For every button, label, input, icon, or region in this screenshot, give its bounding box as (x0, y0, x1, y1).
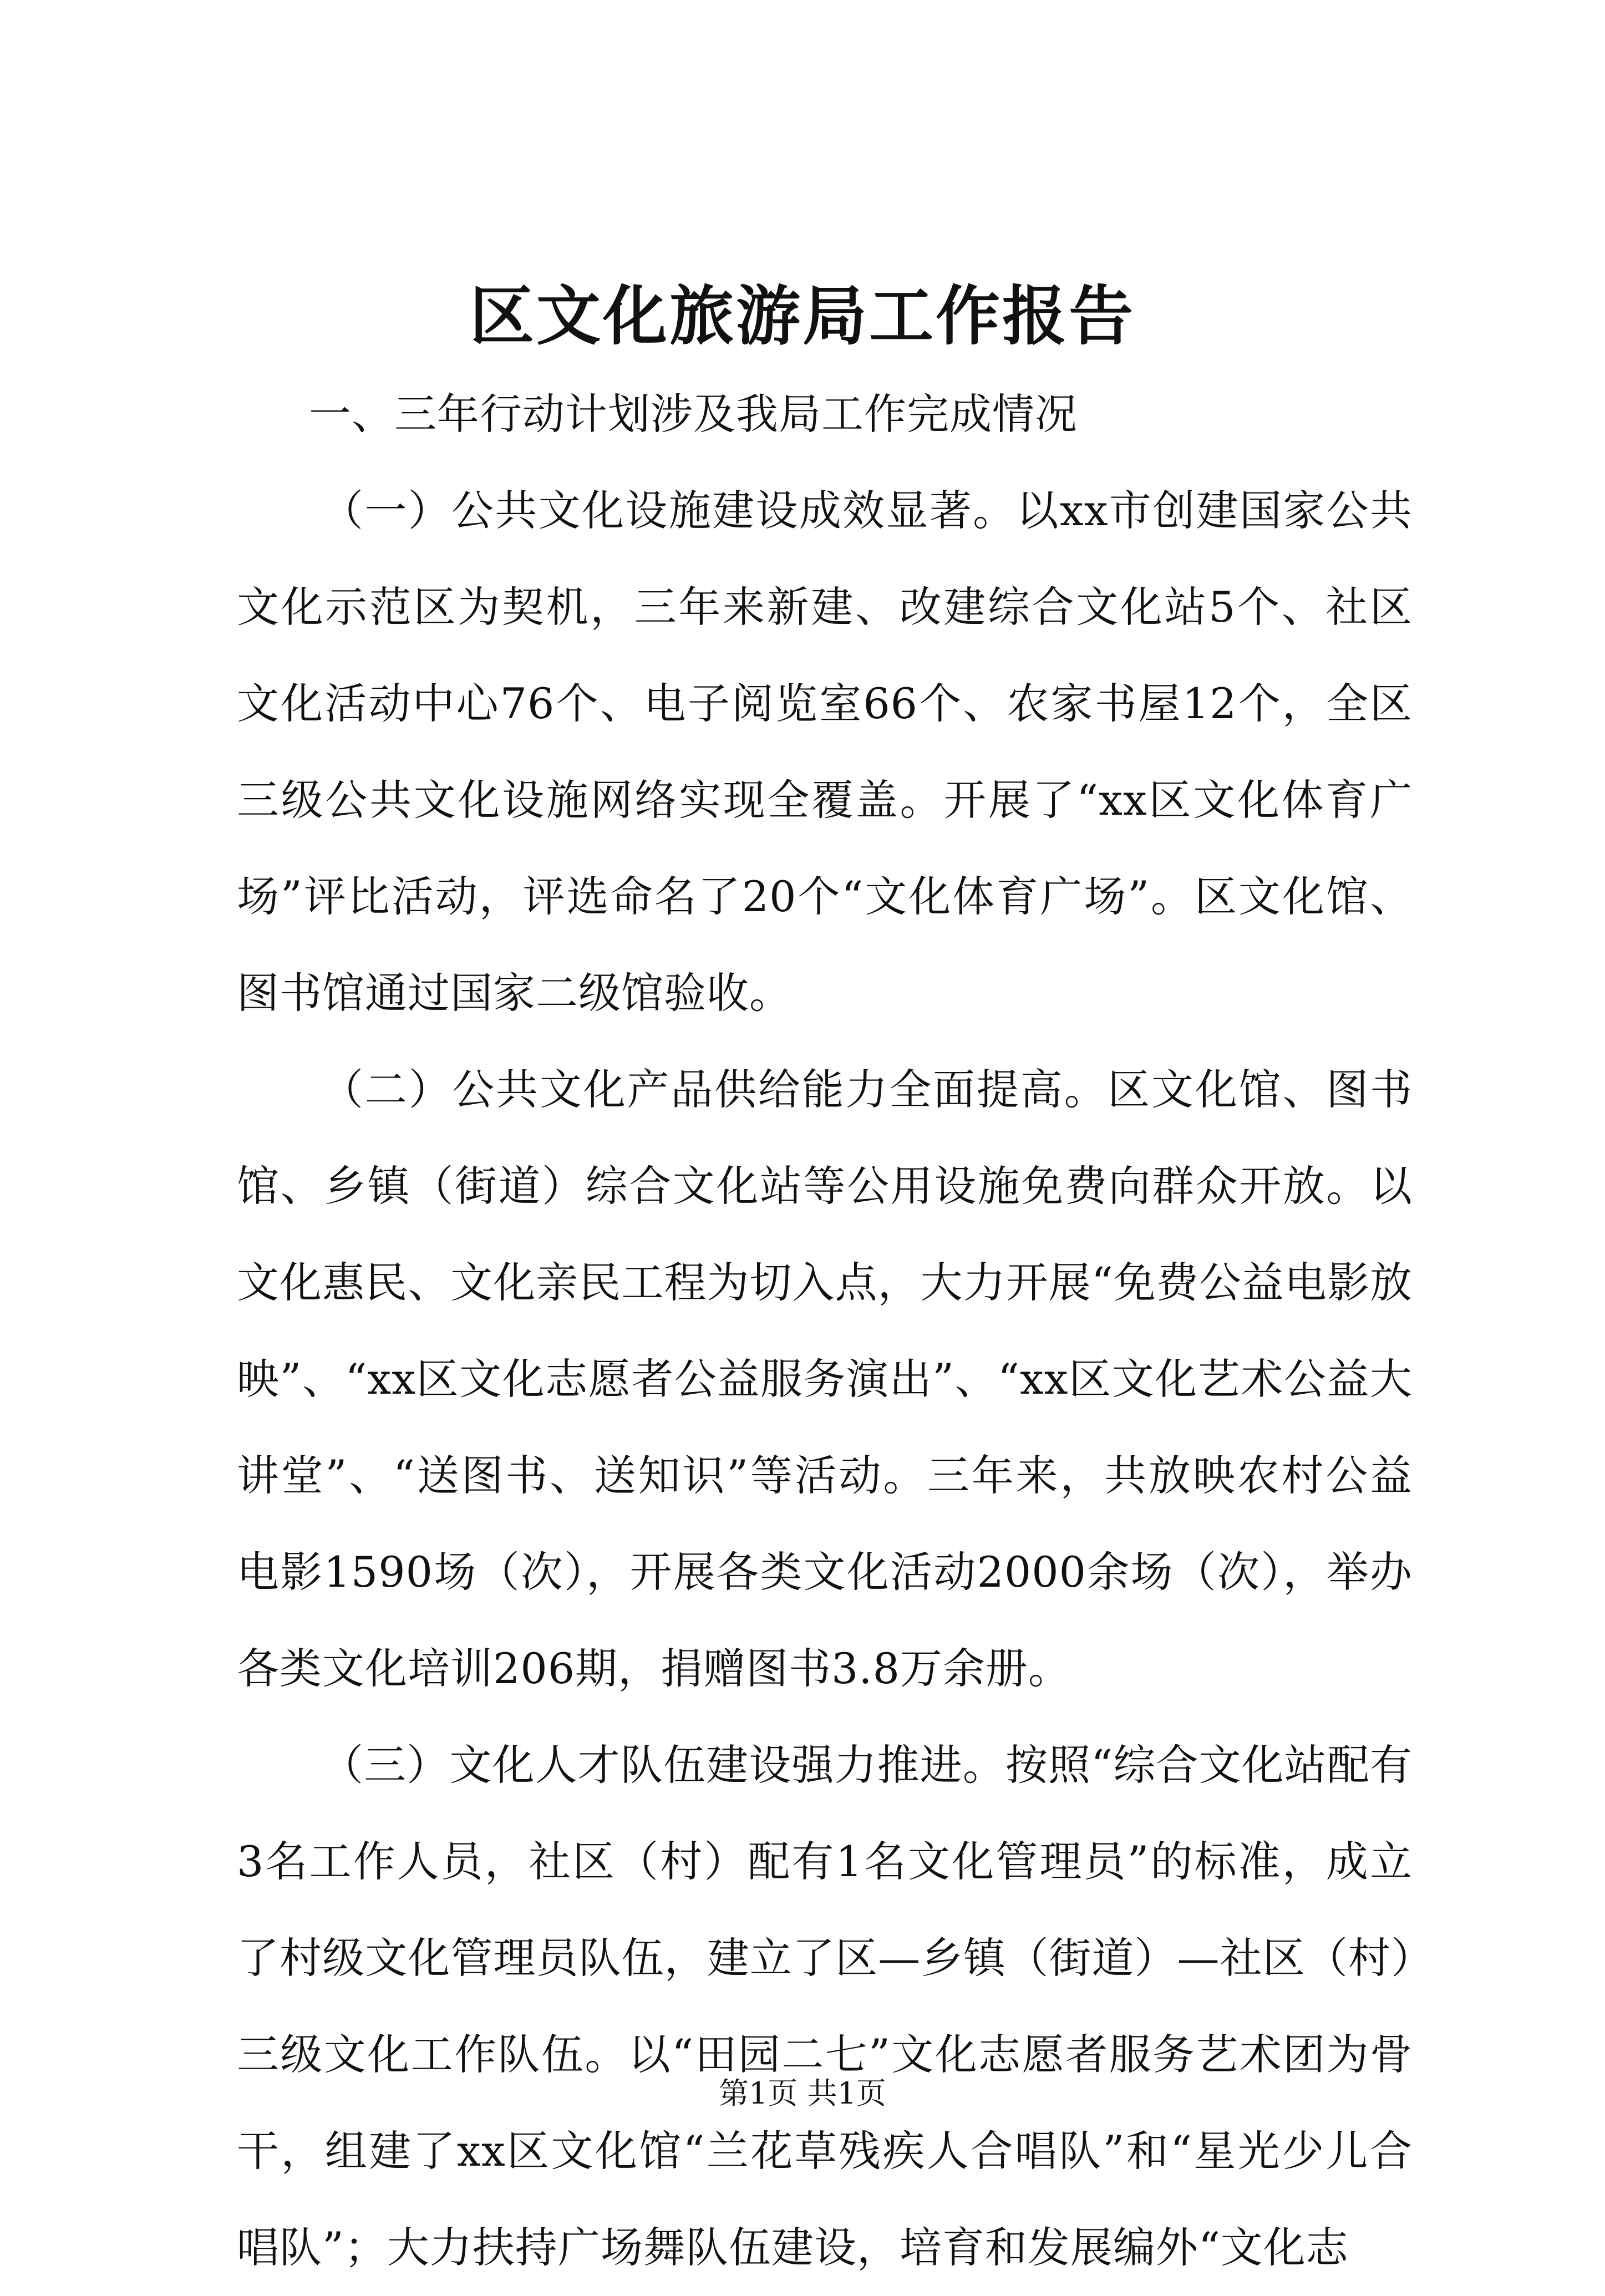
section-heading: 一、三年行动计划涉及我局工作完成情况 (309, 389, 1078, 439)
paragraph-products: （二）公共文化产品供给能力全面提高。区文化馆、图书馆、乡镇（街道）综合文化站等公用设施免费向群众开放。以文化惠民、文化亲民工程为切入点，大力开展“免费公益电影放映”、“xx区文化志愿者公益服务演出”、“xx区文化艺术公益大讲堂”、“送图书、送知识”等活动。三年来，共放映农村公益电影1590场（次），开展各类文化活动2000余场（次），举办各类文化培训206期，捐赠图书3.8万余册。 (237, 1065, 1413, 1693)
paragraph-talent: （三）文化人才队伍建设强力推进。按照“综合文化站配有3名工作人员，社区（村）配有1名文化管理员”的标准，成立了村级文化管理员队伍，建立了区—乡镇（街道）—社区（村）三级文化工作队伍。以“田园二七”文化志愿者服务艺术团为骨干，组建了xx区文化馆“兰花草残疾人合唱队”和“星光少儿合唱队”；大力扶持广场舞队伍建设，培育和发展编外“文化志 (237, 1740, 1413, 2272)
document-title: 区文化旅游局工作报告 (470, 278, 1135, 354)
paragraph-facilities: （一）公共文化设施建设成效显著。以xx市创建国家公共文化示范区为契机，三年来新建、改建综合文化站5个、社区文化活动中心76个、电子阅览室66个、农家书屋12个，全区三级公共文化设施网络实现全覆盖。开展了“xx区文化体育广场”评比活动，评选命名了20个“文化体育广场”。区文化馆、图书馆通过国家二级馆验收。 (237, 486, 1413, 1018)
document-body (237, 366, 1413, 2296)
page-footer: 第1页 共1页 (719, 2076, 886, 2111)
